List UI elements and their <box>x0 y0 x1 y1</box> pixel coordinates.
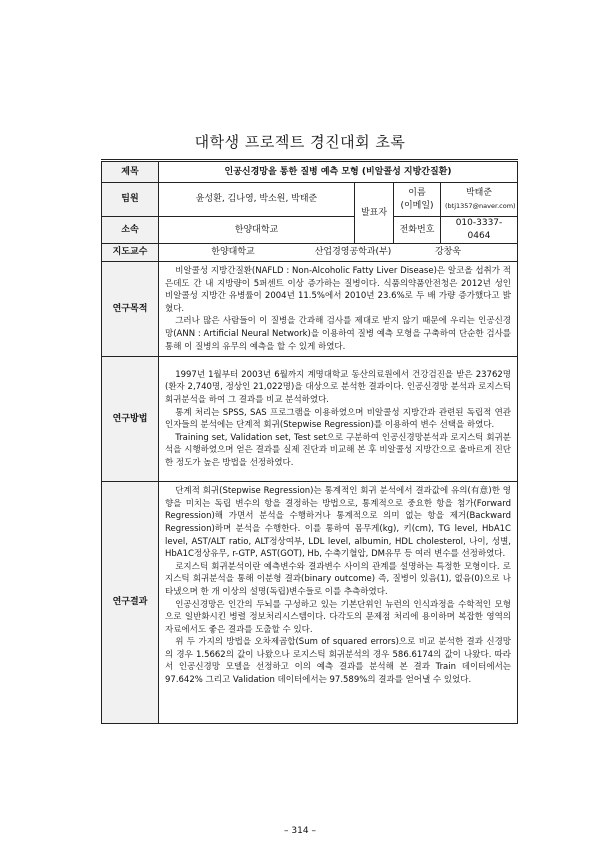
presenter-name: 박태준 <box>465 187 493 198</box>
result-label: 연구결과 <box>102 482 159 724</box>
advisor-school: 한양대학교 <box>211 247 255 257</box>
page-number: – 314 – <box>284 826 316 836</box>
subject-label: 제목 <box>102 161 159 183</box>
abstract-form-table <box>101 159 518 724</box>
phone-label: 전화번호 <box>394 217 441 244</box>
method-body <box>159 357 518 482</box>
method-paragraph: 통계 처리는 SPSS, SAS 프로그램을 이용하였으며 비알콜성 지방간과 관련된 독립적 연관 인자들의 분석에는 단계적 회귀(Stepwise Regression)를 이용하여 변수 선택을 하였다. <box>165 407 511 431</box>
purpose-paragraph: 그러나 많은 사람들이 이 질병을 간과해 검사를 제대로 받지 않기 때문에 우리는 인공신경망(ANN : Artificial Neural Network)을 이용하여 질병 예측 모형을 구축하여 단순한 검사를 통해 이 질병의 유무의 예측을 할 수 있게 하였다. <box>165 316 511 352</box>
result-paragraph: 로지스틱 회귀분석이란 예측변수와 결과변수 사이의 관계를 설명하는 특정한 모형이다. 로지스틱 회귀분석을 통해 이분형 결과(binary outcome) 즉, 질병이 있음(1), 없음(0)으로 나타냈으며 한 개 이상의 설명(독립)변수들로 이를 추측하였다. <box>165 561 511 597</box>
purpose-paragraph: 비알콜성 지방간질환(NAFLD : Non-Alcoholic Fatty Liver Disease)은 알코올 섭취가 적은데도 간 내 지방량이 5퍼센트 이상 증가하는 질병이다. 식품의약품안전청은 2012년 성인 비알콜성 지방간 유병률이 2004년 11.5%에서 2010년 23.6%로 두 배 가량 증가했다고 밝혔다. <box>165 266 511 314</box>
purpose-body <box>159 262 518 357</box>
team-value: 윤성환, 김나영, 박소원, 박태준 <box>159 183 355 217</box>
result-body <box>159 482 518 724</box>
advisor-label: 지도교수 <box>102 244 159 262</box>
presenter-label: 발표자 <box>355 183 394 244</box>
affiliation-label: 소속 <box>102 217 159 244</box>
page-title: 대학생 프로젝트 경진대회 초록 <box>194 133 406 151</box>
advisor-dept: 산업경영공학과(부) <box>314 247 392 257</box>
result-paragraph: 위 두 가지의 방법을 오차제곱합(Sum of squared errors)으로 비교 분석한 결과 신경망의 경우 1.5662의 값이 나왔으나 로지스틱 회귀분석의 경우 586.6174의 값이 나왔다. 따라서 인공신경망 모델을 선정하고 이의 예측 결과를 분석해 본 결과 Train 데이터에서는 97.642% 그리고 Validation 데이터에서는 97.589%의 결과를 얻어낼 수 있었다. <box>165 637 511 686</box>
affiliation-value: 한양대학교 <box>159 217 355 244</box>
result-paragraph: 인공신경망은 인간의 두뇌를 구성하고 있는 기본단위인 뉴런의 인식과정을 수학적인 모형으로 일반화시킨 병렬 정보처리시스템이다. 다각도의 문제점 처리에 용이하며 복잡한 영역의 자료에서도 좋은 결과를 도출할 수 있다. <box>165 599 511 635</box>
team-label: 팀원 <box>102 183 159 217</box>
presenter-email: (btj1357@naver.com) <box>445 201 516 210</box>
advisor-value <box>159 244 518 262</box>
result-paragraph: 단계적 회귀(Stepwise Regression)는 통계적인 회귀 분석에서 결과값에 유의(有意)한 영향을 미치는 독립 변수의 항을 결정하는 방법으로, 통계적으로 중요한 항을 첨가(Forward Regression)해 가면서 분석을 수행하거나 통계적으로 의미 없는 항을 제거(Backward Regression)하며 분석을 수행한다. 이를 통하여 몸무게(kg), 키(cm), TG level, HbA1C level, AST/ALT ratio, ALT정상여부, LDL level, albumin, HDL cholesterol, 나이, 성별, HbA1C정상유무, r-GTP, AST(GOT), Hb, 수축기혈압, DM유무 등 여러 변수를 선정하였다. <box>165 486 511 560</box>
name-email-label: 이름 (이메일) <box>394 183 441 217</box>
method-label: 연구방법 <box>102 357 159 482</box>
phone-value: 010-3337-0464 <box>441 217 518 244</box>
advisor-name: 강창욱 <box>434 247 462 257</box>
presenter-cell <box>441 183 518 217</box>
purpose-label: 연구목적 <box>102 262 159 357</box>
subject-value: 인공신경망을 통한 질병 예측 모형 (비알콜성 지방간질환) <box>159 161 518 183</box>
method-paragraph: 1997년 1월부터 2003년 6월까지 계명대학교 동산의료원에서 건강검진을 받은 23762명(환자 2,740명, 정상인 21,022명)을 대상으로 분석한 결과이다. 인공신경망 분석과 로지스틱 회귀분석을 하여 그 결과를 비교 분석하였다. <box>165 369 511 405</box>
method-paragraph: Training set, Validation set, Test set으로 구분하여 인공신경망분석과 로지스틱 회귀분석을 시행하였으며 얻은 결과를 실제 진단과 비교해 본 후 비알콜성 지방간으로 올바르게 진단한 정도가 높은 방법을 선정하였다. <box>165 432 511 468</box>
